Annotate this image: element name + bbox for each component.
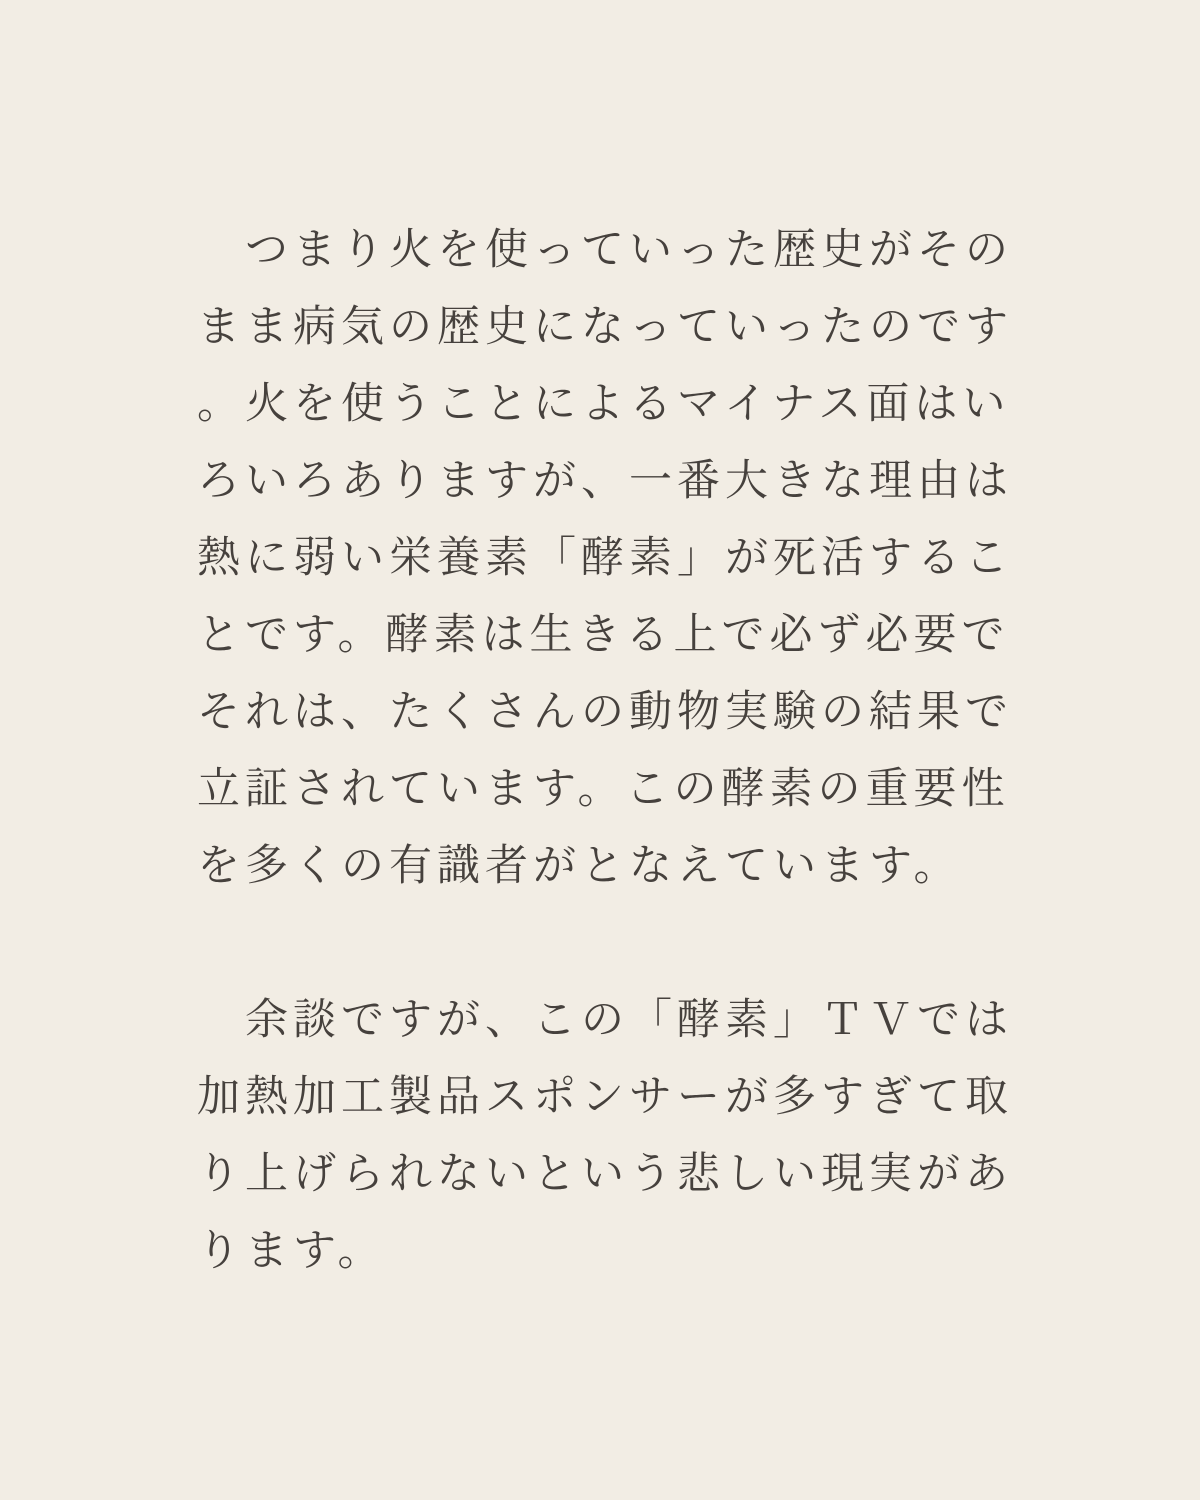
text-line: 加熱加工製品スポンサーが多すぎて取 <box>197 1072 1013 1122</box>
text-line: 立証されています。この酵素の重要性 <box>197 764 1010 814</box>
text-line: とです。酵素は生きる上で必ず必要で <box>197 610 1010 660</box>
text-line: それは、たくさんの動物実験の結果で <box>197 687 1013 737</box>
text-line: り上げられないという悲しい現実があ <box>197 1149 1013 1199</box>
text-line: 余談ですが、この「酵素」ＴＶでは <box>197 995 1013 1045</box>
article-text <box>197 212 1037 1290</box>
text-line: ります。 <box>197 1226 386 1276</box>
paragraph-1 <box>197 212 1037 905</box>
paragraph-2 <box>197 982 1037 1290</box>
text-line: 熱に弱い栄養素「酵素」が死活するこ <box>197 533 1013 583</box>
text-line: ろいろありますが、一番大きな理由は <box>197 456 1013 506</box>
text-line: つまり火を使っていった歴史がその <box>197 225 1013 275</box>
text-line: 。火を使うことによるマイナス面はい <box>197 379 1011 429</box>
text-line: まま病気の歴史になっていったのです <box>197 302 1013 352</box>
text-line: を多くの有識者がとなえています。 <box>197 841 962 891</box>
